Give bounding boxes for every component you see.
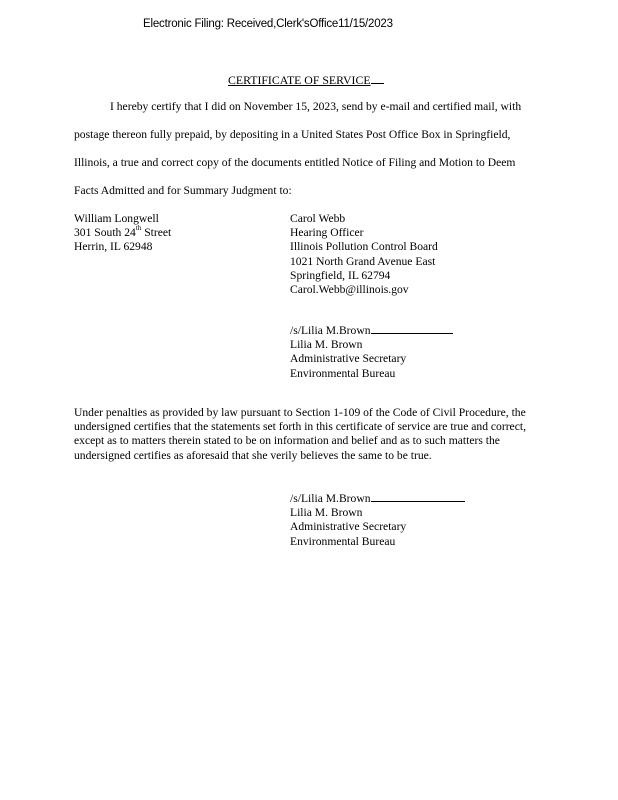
- recipient-right-line: Springfield, IL 62794: [290, 268, 391, 282]
- signature-1-name: Lilia M. Brown: [290, 338, 363, 352]
- recipient-right-line: Carol Webb: [290, 212, 346, 225]
- filing-stamp: Electronic Filing: Received,Clerk'sOffice11/15/2023: [143, 18, 393, 30]
- signature-1-signed: /s/Lilia M.Brown: [290, 322, 453, 338]
- signature-2-name: Lilia M. Brown: [290, 506, 363, 520]
- verification-paragraph: [74, 406, 554, 463]
- recipient-right-line: Hearing Officer: [290, 226, 364, 240]
- body-line-4: Facts Admitted and for Summary Judgment to:: [74, 184, 292, 197]
- certificate-title: [228, 73, 384, 88]
- signature-1-line: [371, 322, 453, 334]
- signature-1-bureau: Environmental Bureau: [290, 366, 396, 380]
- recipient-left-name: William Longwell: [74, 212, 159, 225]
- recipient-right-line: Illinois Pollution Control Board: [290, 240, 438, 254]
- verification-line: undersigned certifies as aforesaid that she verily believes the same to be true.: [74, 448, 432, 462]
- signature-2-line: [371, 490, 465, 502]
- signature-block-1: [290, 322, 453, 381]
- signature-2-bureau: Environmental Bureau: [290, 534, 396, 548]
- verification-line: undersigned certifies that the statements set forth in this certificate of service are true and correct,: [74, 420, 526, 434]
- title-underline-tail: [371, 73, 384, 84]
- verification-line: except as to matters therein stated to be on information and belief and as to such matters the: [74, 434, 500, 448]
- recipient-right: [290, 212, 438, 297]
- body-line-1: I hereby certify that I did on November 15, 2023, send by e-mail and certified mail, with: [110, 100, 522, 113]
- signature-1-title: Administrative Secretary: [290, 352, 407, 366]
- body-line-2: postage thereon fully prepaid, by depositing in a United States Post Office Box in Springfield,: [74, 128, 511, 141]
- signature-block-2: [290, 490, 465, 549]
- recipient-left-city: Herrin, IL 62948: [74, 240, 153, 254]
- recipient-left: [74, 212, 171, 255]
- verification-line: Under penalties as provided by law pursuant to Section 1-109 of the Code of Civil Procedure, the: [74, 406, 526, 419]
- body-line-3: Illinois, a true and correct copy of the documents entitled Notice of Filing and Motion to Deem: [74, 156, 516, 169]
- recipient-right-line: 1021 North Grand Avenue East: [290, 254, 436, 268]
- certificate-title-text: CERTIFICATE OF SERVICE: [228, 73, 371, 87]
- recipient-left-street: 301 South 24th Street: [74, 224, 172, 240]
- signature-2-signed: /s/Lilia M.Brown: [290, 490, 465, 506]
- recipient-right-email: Carol.Webb@illinois.gov: [290, 283, 409, 297]
- signature-2-title: Administrative Secretary: [290, 520, 407, 534]
